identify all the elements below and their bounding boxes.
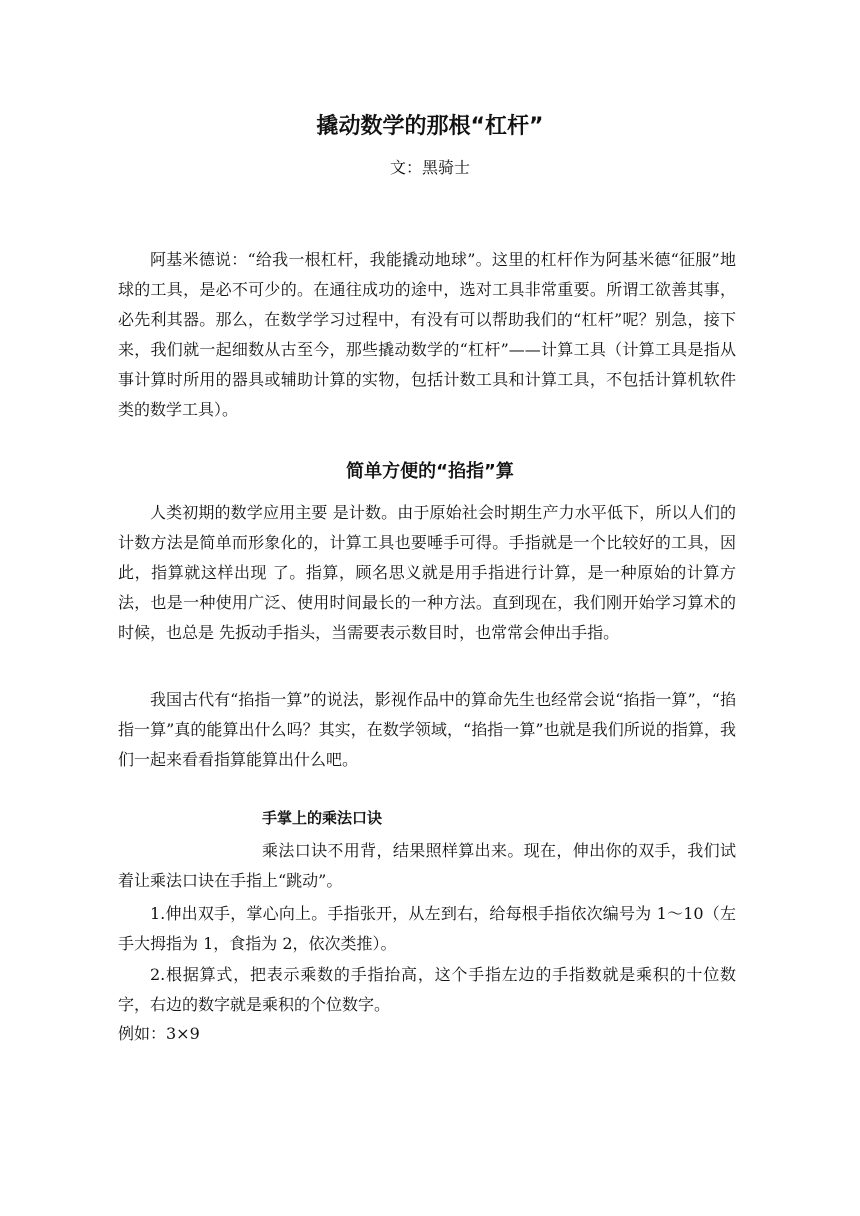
intro-paragraph: 阿基米德说：“给我一根杠杆，我能撬动地球”。这里的杠杆作为阿基米德“征服”地球的工具，是必不可少的。在通往成功的途中，选对工具非常重要。所谓工欲善其事，必先利其器。那么，在数学学习过程中，有没有可以帮助我们的“杠杆”呢？别急，接下来，我们就一起细数从古至今，那些撬动数学的“杠杆”——计算工具（计算工具是指从事计算时所用的器具或辅助计算的实物，包括计数工具和计算工具，不包括计算机软件类的数学工具）。 [118,250,736,419]
section-heading: 简单方便的“掐指”算 [346,461,514,482]
article-title: 撬动数学的那根“杠杆” [316,114,544,139]
subsection-heading: 手掌上的乘法口诀 [262,809,383,827]
section-paragraph-1: 人类初期的数学应用主要 是计数。由于原始社会时期生产力水平低下，所以人们的计数方法是简单而形象化的，计算工具也要唾手可得。手指就是一个比较好的工具，因此，指算就这样出现 了。指算，顾名思义就是用手指进行计算，是一种原始的计算方法，也是一种使用广泛、使用时间最长的一种方法。直到现在，我们刚开始学习算术的时候，也总是 先扳动手指头，当需要表示数目时，也常常会伸出手指。 [118,503,736,642]
step-1: 1.伸出双手，掌心向上。手指张开，从左到右，给每根手指依次编号为 1～10（左手大拇指为 1，食指为 2，依次类推）。 [118,904,736,953]
example-line: 例如：3×9 [118,1024,200,1043]
subsection-paragraph [118,836,736,896]
step-2: 2.根据算式，把表示乘数的手指抬高，这个手指左边的手指数就是乘积的十位数字，右边的数字就是乘积的个位数字。 [118,965,736,1014]
subsection-paragraph-text: 乘法口诀不用背，结果照样算出来。现在，伸出你的双手，我们试着让乘法口诀在手指上“跳动”。 [118,841,736,890]
section-paragraph-2: 我国古代有“掐指一算”的说法，影视作品中的算命先生也经常会说“掐指一算”，“掐指一算”真的能算出什么吗？其实，在数学领域，“掐指一算”也就是我们所说的指算，我们一起来看看指算能算出什么吧。 [118,690,736,769]
article-author: 文：黑骑士 [389,158,470,177]
